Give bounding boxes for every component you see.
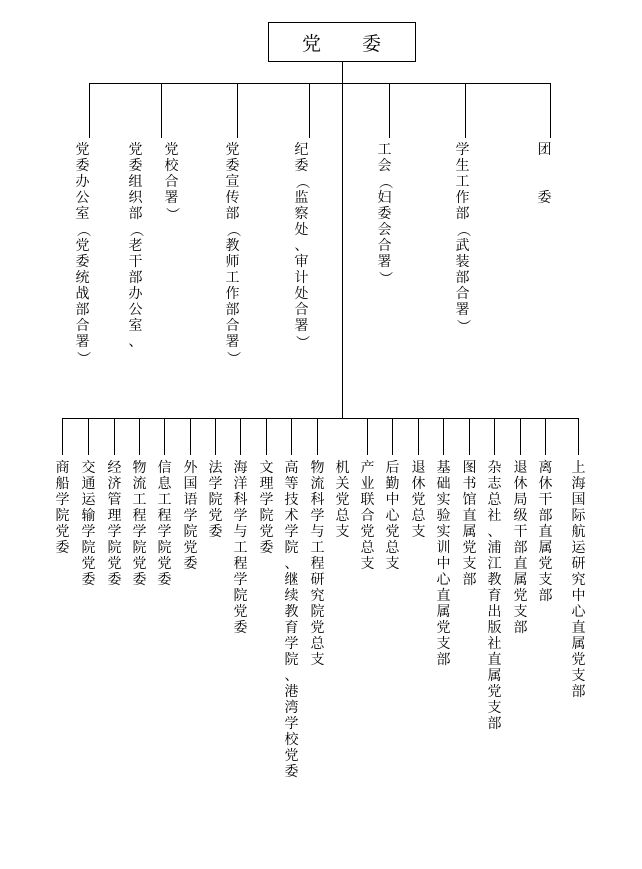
unit-economics: 经 济 管 理 学 院 党 委	[107, 460, 122, 588]
root-label: 党 委	[301, 32, 382, 55]
unit-retired-cadres: 离 休 干 部 直 属 党 支 部	[538, 460, 553, 604]
dept-youth-league: 团 委	[537, 142, 552, 206]
dept-discipline: 纪 委 （ 监 察 处 、 审 计 处 合 署 ）	[293, 142, 310, 349]
unit-journal-press: 杂 志 总 社 、 浦 江 教 育 出 版 社 直 属 党 支 部	[487, 460, 502, 732]
dept-organization: 党 委 组 织 部 （ 老 干 部 办 公 室 、	[127, 142, 144, 350]
dept-party-office: 党 委 办 公 室 （ 党 委 统 战 部 合 署 ）	[74, 142, 91, 365]
root-node-party-committee	[268, 22, 416, 62]
unit-information-engineering: 信 息 工 程 学 院 党 委	[157, 460, 172, 588]
dept-party-school: 党 校 合 署 ）	[163, 142, 180, 221]
unit-ocean-science: 海 洋 科 学 与 工 程 学 院 党 委	[233, 460, 248, 636]
unit-library: 图 书 馆 直 属 党 支 部	[462, 460, 477, 588]
dept-student-affairs: 学 生 工 作 部 （ 武 装 部 合 署 ）	[454, 142, 471, 333]
unit-administration: 机 关 党 总 支	[335, 460, 350, 540]
unit-foreign-languages: 外 国 语 学 院 党 委	[183, 460, 198, 572]
unit-higher-technical: 高 等 技 术 学 院 、 继 续 教 育 学 院 、 港 湾 学 校 党 委	[284, 460, 299, 780]
dept-union: 工 会 （ 妇 委 会 合 署 ）	[376, 142, 393, 285]
unit-retired-bureau-cadres: 退 休 局 级 干 部 直 属 党 支 部	[513, 460, 528, 636]
unit-merchant-marine: 商 船 学 院 党 委	[55, 460, 70, 556]
unit-lab-training-center: 基 础 实 验 实 训 中 心 直 属 党 支 部	[436, 460, 451, 668]
unit-logistics-research: 物 流 科 学 与 工 程 研 究 院 党 总 支	[310, 460, 325, 668]
unit-logistics-center: 后 勤 中 心 党 总 支	[385, 460, 400, 572]
unit-transport: 交 通 运 输 学 院 党 委	[81, 460, 96, 588]
unit-industry: 产 业 联 合 党 总 支	[360, 460, 375, 572]
unit-retirees: 退 休 党 总 支	[411, 460, 426, 540]
unit-arts-sciences: 文 理 学 院 党 委	[259, 460, 274, 556]
unit-logistics-engineering: 物 流 工 程 学 院 党 委	[132, 460, 147, 588]
unit-shipping-research-center: 上 海 国 际 航 运 研 究 中 心 直 属 党 支 部	[571, 460, 586, 700]
dept-publicity: 党 委 宣 传 部 （ 教 师 工 作 部 合 署 ）	[224, 142, 241, 365]
unit-law: 法 学 院 党 委	[208, 460, 223, 540]
